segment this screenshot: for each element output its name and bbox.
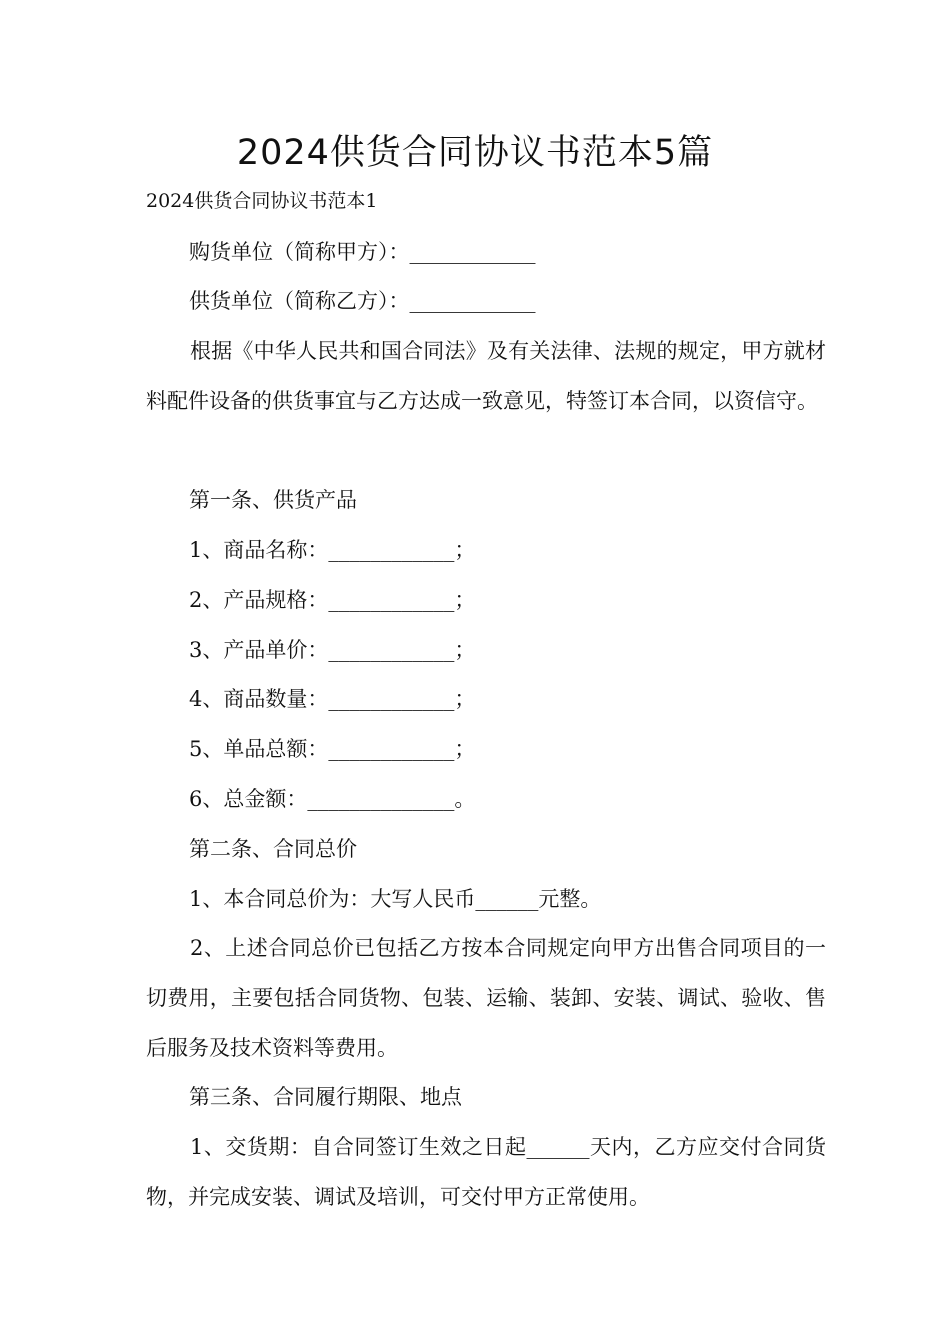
article-1-item: 6、总金额：______________。: [189, 787, 476, 811]
article-2-item: 1、本合同总价为：大写人民币______元整。: [189, 887, 602, 911]
article-1-heading: 第一条、供货产品: [189, 488, 357, 512]
document-title: 2024供货合同协议书范本5篇: [236, 133, 714, 173]
article-3-item-paragraph: 1、交货期：自合同签订生效之日起______天内，乙方应交付合同货物，并完成安装、调试及培训，可交付甲方正常使用。: [146, 1135, 826, 1209]
seller-line: 供货单位（简称乙方）：____________: [189, 289, 536, 313]
article-1-item: 1、商品名称：____________；: [189, 538, 476, 562]
buyer-line: 购货单位（简称甲方）：____________: [189, 240, 536, 264]
article-3-heading: 第三条、合同履行期限、地点: [189, 1085, 462, 1109]
article-2-item-paragraph: 2、上述合同总价已包括乙方按本合同规定向甲方出售合同项目的一切费用，主要包括合同货物、包装、运输、装卸、安装、调试、验收、售后服务及技术资料等费用。: [146, 936, 826, 1060]
article-2-heading: 第二条、合同总价: [189, 837, 357, 861]
intro-paragraph: 根据《中华人民共和国合同法》及有关法律、法规的规定，甲方就材料配件设备的供货事宜与乙方达成一致意见，特签订本合同，以资信守。: [146, 339, 826, 413]
article-1-item: 4、商品数量：____________；: [189, 687, 476, 711]
document-subtitle: 2024供货合同协议书范本1: [146, 190, 378, 212]
article-1-item: 2、产品规格：____________；: [189, 588, 476, 612]
article-1-item: 3、产品单价：____________；: [189, 638, 476, 662]
article-1-item: 5、单品总额：____________；: [189, 737, 476, 761]
